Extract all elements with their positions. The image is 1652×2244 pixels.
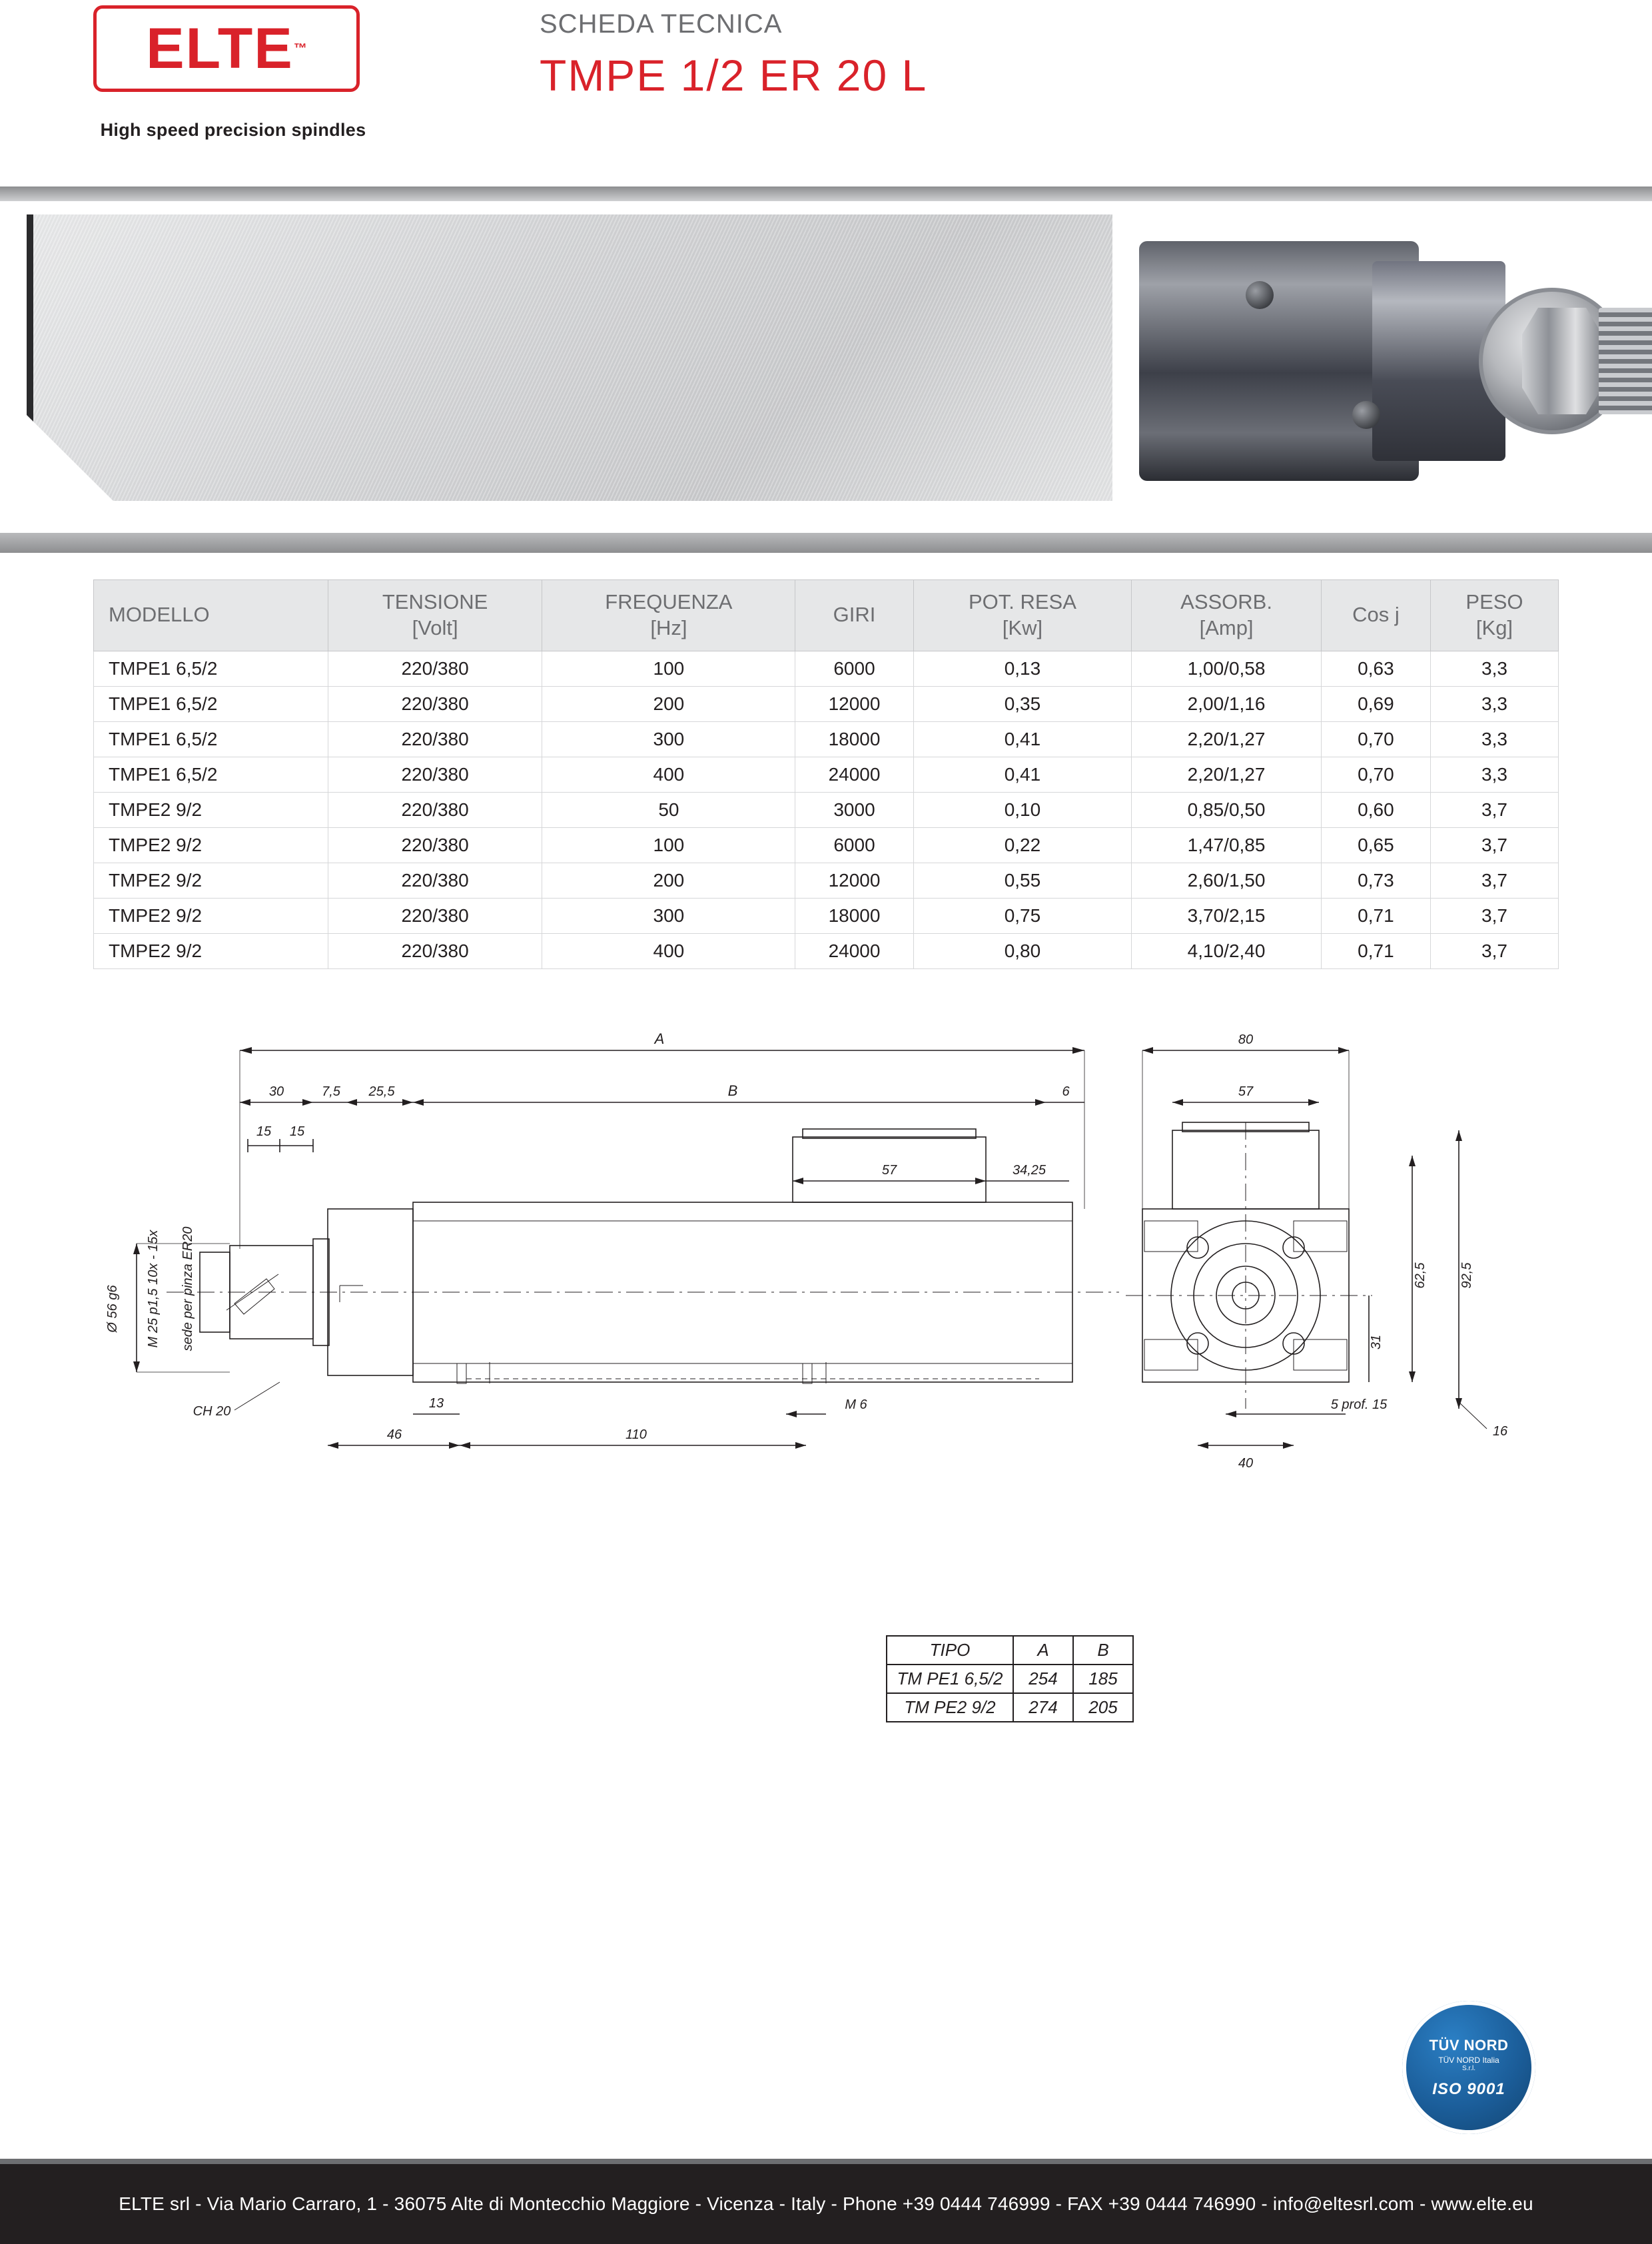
cell-giri: 24000: [795, 757, 913, 792]
tipo-table-row: [887, 1693, 1133, 1722]
table-row: [94, 933, 1559, 968]
cell-modello: TMPE1 6,5/2: [94, 721, 328, 757]
col-header-potresa: [913, 580, 1132, 651]
cell-assorb: 2,20/1,27: [1132, 757, 1322, 792]
table-row: [94, 863, 1559, 898]
dim-label-15a: 15: [256, 1124, 272, 1139]
cell-peso: 3,3: [1430, 686, 1558, 721]
dim-label-16: 16: [1492, 1423, 1508, 1439]
cell-frequenza: 100: [542, 651, 795, 686]
cell-cosj: 0,70: [1321, 721, 1430, 757]
dim-label-ch20: CH 20: [193, 1403, 231, 1419]
dim-label-13: 13: [428, 1395, 444, 1411]
dim-label-6: 6: [1062, 1084, 1070, 1099]
cell-cosj: 0,70: [1321, 757, 1430, 792]
cell-cosj: 0,60: [1321, 792, 1430, 827]
cell-cosj: 0,73: [1321, 863, 1430, 898]
cell-potresa: 0,35: [913, 686, 1132, 721]
dim-label-5prof15: 5 prof. 15: [1330, 1397, 1388, 1412]
cell-cosj: 0,63: [1321, 651, 1430, 686]
tuv-nord-certification-badge: [1402, 2001, 1535, 2134]
technical-drawing: [0, 1009, 1652, 1675]
cell-modello: TMPE2 9/2: [94, 863, 328, 898]
footer-contact-text: ELTE srl - Via Mario Carraro, 1 - 36075 Alte di Montecchio Maggiore - Vicenza - Italy - Phone +39 0444 746999 - FAX +39 0444 746990 - info@eltesrl.com - www.elte.eu: [119, 2193, 1533, 2214]
cell-assorb: 2,20/1,27: [1132, 721, 1322, 757]
dim-label-40: 40: [1238, 1455, 1254, 1471]
cell-tensione: 220/380: [328, 651, 542, 686]
spec-table-body: [94, 651, 1559, 968]
dim-label-34-25: 34,25: [1012, 1162, 1046, 1178]
cell-peso: 3,3: [1430, 651, 1558, 686]
dim-label-46: 46: [386, 1427, 402, 1442]
dim-label-7-5: 7,5: [322, 1084, 340, 1099]
cell-frequenza: 300: [542, 721, 795, 757]
dim-label-M6: M 6: [845, 1397, 867, 1412]
product-photo-band: [0, 187, 1652, 553]
cell-tensione: 220/380: [328, 863, 542, 898]
tipo-col-header-a: A: [1013, 1636, 1073, 1665]
cell-assorb: 1,00/0,58: [1132, 651, 1322, 686]
cell-potresa: 0,41: [913, 721, 1132, 757]
cell-frequenza: 400: [542, 757, 795, 792]
spindle-photo: [1132, 208, 1652, 508]
tipo-header-row: [887, 1636, 1133, 1665]
cell-cosj: 0,69: [1321, 686, 1430, 721]
cell-frequenza: 200: [542, 863, 795, 898]
table-row: [94, 721, 1559, 757]
col-header-potresa-line2: [Kw]: [1002, 615, 1043, 639]
dim-label-92-5: 92,5: [1459, 1262, 1474, 1288]
cell-frequenza: 50: [542, 792, 795, 827]
drawing-svg: [0, 1009, 1652, 1675]
tipo-table: [886, 1635, 1134, 1722]
col-header-modello-line1: MODELLO: [109, 603, 210, 627]
cell-giri: 3000: [795, 792, 913, 827]
page-title: TMPE 1/2 ER 20 L: [540, 51, 928, 100]
cell-peso: 3,7: [1430, 863, 1558, 898]
cell-tensione: 220/380: [328, 827, 542, 863]
dim-label-30: 30: [268, 1084, 284, 1099]
footer-divider: [0, 2159, 1652, 2164]
table-row: [94, 757, 1559, 792]
col-header-cosj-line1: Cos j: [1352, 603, 1400, 627]
logo-frame: [93, 5, 360, 92]
dim-label-collet: sede per pinza ER20: [181, 1226, 195, 1351]
table-row: [94, 651, 1559, 686]
cell-potresa: 0,75: [913, 898, 1132, 933]
col-header-frequenza-line2: [Hz]: [650, 615, 687, 639]
page-footer: [0, 2164, 1652, 2244]
cell-modello: TMPE1 6,5/2: [94, 651, 328, 686]
tipo-table-wrapper: [886, 1635, 1134, 1722]
cell-peso: 3,3: [1430, 757, 1558, 792]
cell-giri: 12000: [795, 686, 913, 721]
dim-label-31: 31: [1369, 1334, 1384, 1349]
logo-wordmark: ELTE: [146, 17, 294, 81]
cell-modello: TMPE2 9/2: [94, 898, 328, 933]
col-header-assorb: [1132, 580, 1322, 651]
cell-assorb: 0,85/0,50: [1132, 792, 1322, 827]
tipo-cell-name: TM PE2 9/2: [887, 1693, 1013, 1722]
dim-label-62-5: 62,5: [1413, 1262, 1428, 1288]
cell-modello: TMPE2 9/2: [94, 827, 328, 863]
table-row: [94, 686, 1559, 721]
title-block: [373, 0, 927, 101]
col-header-assorb-line1: ASSORB.: [1180, 590, 1272, 613]
product-photo: [0, 201, 1652, 533]
tipo-cell-name: TM PE1 6,5/2: [887, 1665, 1013, 1693]
col-header-peso-line2: [Kg]: [1475, 615, 1513, 639]
tuv-badge-line3: S.r.l.: [1461, 2064, 1475, 2072]
cell-modello: TMPE2 9/2: [94, 933, 328, 968]
table-header-row: [94, 580, 1559, 651]
table-row: [94, 827, 1559, 863]
band-top-bar: [0, 187, 1652, 201]
logo-trademark-icon: ™: [293, 41, 307, 56]
cell-giri: 18000: [795, 898, 913, 933]
tipo-col-header-b: B: [1073, 1636, 1133, 1665]
tuv-badge-line4: ISO 9001: [1432, 2079, 1505, 2098]
tipo-table-row: [887, 1665, 1133, 1693]
col-header-assorb-line2: [Amp]: [1199, 615, 1254, 639]
dim-label-A: A: [654, 1030, 665, 1047]
dim-label-110: 110: [625, 1427, 647, 1442]
dim-label-thread: M 25 p1,5 10x - 15x: [146, 1230, 161, 1347]
cell-potresa: 0,13: [913, 651, 1132, 686]
spindle-bolt-hole-2: [1352, 401, 1380, 429]
cell-potresa: 0,55: [913, 863, 1132, 898]
spec-table: [93, 579, 1559, 969]
cell-giri: 18000: [795, 721, 913, 757]
spindle-thread: [1599, 308, 1652, 414]
cell-tensione: 220/380: [328, 792, 542, 827]
table-row: [94, 898, 1559, 933]
dim-label-25-5: 25,5: [368, 1084, 395, 1099]
cell-giri: 6000: [795, 827, 913, 863]
cell-tensione: 220/380: [328, 721, 542, 757]
cell-giri: 6000: [795, 651, 913, 686]
tipo-cell-a: 274: [1013, 1693, 1073, 1722]
tuv-badge-line2: TÜV NORD Italia: [1438, 2055, 1499, 2065]
dim-label-15b: 15: [289, 1124, 305, 1139]
cell-cosj: 0,65: [1321, 827, 1430, 863]
cell-giri: 12000: [795, 863, 913, 898]
cell-frequenza: 200: [542, 686, 795, 721]
cell-cosj: 0,71: [1321, 898, 1430, 933]
dim-label-80: 80: [1238, 1032, 1254, 1047]
dim-label-diameter: Ø 56 g6: [105, 1284, 120, 1333]
dim-label-B: B: [727, 1082, 738, 1099]
cell-peso: 3,7: [1430, 792, 1558, 827]
col-header-modello: [94, 580, 328, 651]
cell-frequenza: 300: [542, 898, 795, 933]
logo-tagline: High speed precision spindles: [100, 120, 366, 140]
col-header-peso: [1430, 580, 1558, 651]
cell-peso: 3,7: [1430, 933, 1558, 968]
cell-assorb: 4,10/2,40: [1132, 933, 1322, 968]
cell-potresa: 0,80: [913, 933, 1132, 968]
cell-potresa: 0,10: [913, 792, 1132, 827]
cell-tensione: 220/380: [328, 686, 542, 721]
cell-peso: 3,7: [1430, 827, 1558, 863]
cell-potresa: 0,41: [913, 757, 1132, 792]
dim-label-57-front: 57: [881, 1162, 897, 1178]
col-header-giri-line1: GIRI: [833, 603, 876, 627]
col-header-tensione-line1: TENSIONE: [382, 590, 488, 613]
cell-assorb: 3,70/2,15: [1132, 898, 1322, 933]
cell-tensione: 220/380: [328, 757, 542, 792]
tipo-cell-b: 185: [1073, 1665, 1133, 1693]
cell-potresa: 0,22: [913, 827, 1132, 863]
photo-panel-slab: [27, 214, 1112, 501]
page-header: [0, 0, 1652, 175]
cell-modello: TMPE1 6,5/2: [94, 686, 328, 721]
tipo-cell-b: 205: [1073, 1693, 1133, 1722]
cell-cosj: 0,71: [1321, 933, 1430, 968]
tipo-cell-a: 254: [1013, 1665, 1073, 1693]
col-header-peso-line1: PESO: [1465, 590, 1523, 613]
cell-tensione: 220/380: [328, 898, 542, 933]
cell-tensione: 220/380: [328, 933, 542, 968]
col-header-cosj: [1321, 580, 1430, 651]
cell-frequenza: 100: [542, 827, 795, 863]
col-header-potresa-line1: POT. RESA: [968, 590, 1076, 613]
band-bottom-bar: [0, 533, 1652, 553]
tuv-badge-line1: TÜV NORD: [1429, 2036, 1509, 2054]
col-header-tensione-line2: [Volt]: [412, 615, 458, 639]
cell-giri: 24000: [795, 933, 913, 968]
brand-logo: [0, 0, 373, 175]
spindle-bolt-hole-1: [1246, 281, 1274, 309]
cell-frequenza: 400: [542, 933, 795, 968]
cell-peso: 3,7: [1430, 898, 1558, 933]
table-row: [94, 792, 1559, 827]
col-header-frequenza: [542, 580, 795, 651]
col-header-frequenza-line1: FREQUENZA: [605, 590, 733, 613]
spindle-rear-flange: [328, 1209, 413, 1375]
col-header-tensione: [328, 580, 542, 651]
col-header-giri: [795, 580, 913, 651]
slab-texture: [33, 214, 1112, 501]
tipo-col-header-tipo: TIPO: [887, 1636, 1013, 1665]
cell-modello: TMPE2 9/2: [94, 792, 328, 827]
cell-assorb: 2,00/1,16: [1132, 686, 1322, 721]
cell-peso: 3,3: [1430, 721, 1558, 757]
dim-label-57-side: 57: [1238, 1084, 1254, 1099]
cell-assorb: 2,60/1,50: [1132, 863, 1322, 898]
document-kicker: SCHEDA TECNICA: [540, 9, 783, 39]
cell-modello: TMPE1 6,5/2: [94, 757, 328, 792]
collet-nut: [1522, 308, 1602, 414]
cell-assorb: 1,47/0,85: [1132, 827, 1322, 863]
spec-table-wrapper: [0, 553, 1652, 969]
